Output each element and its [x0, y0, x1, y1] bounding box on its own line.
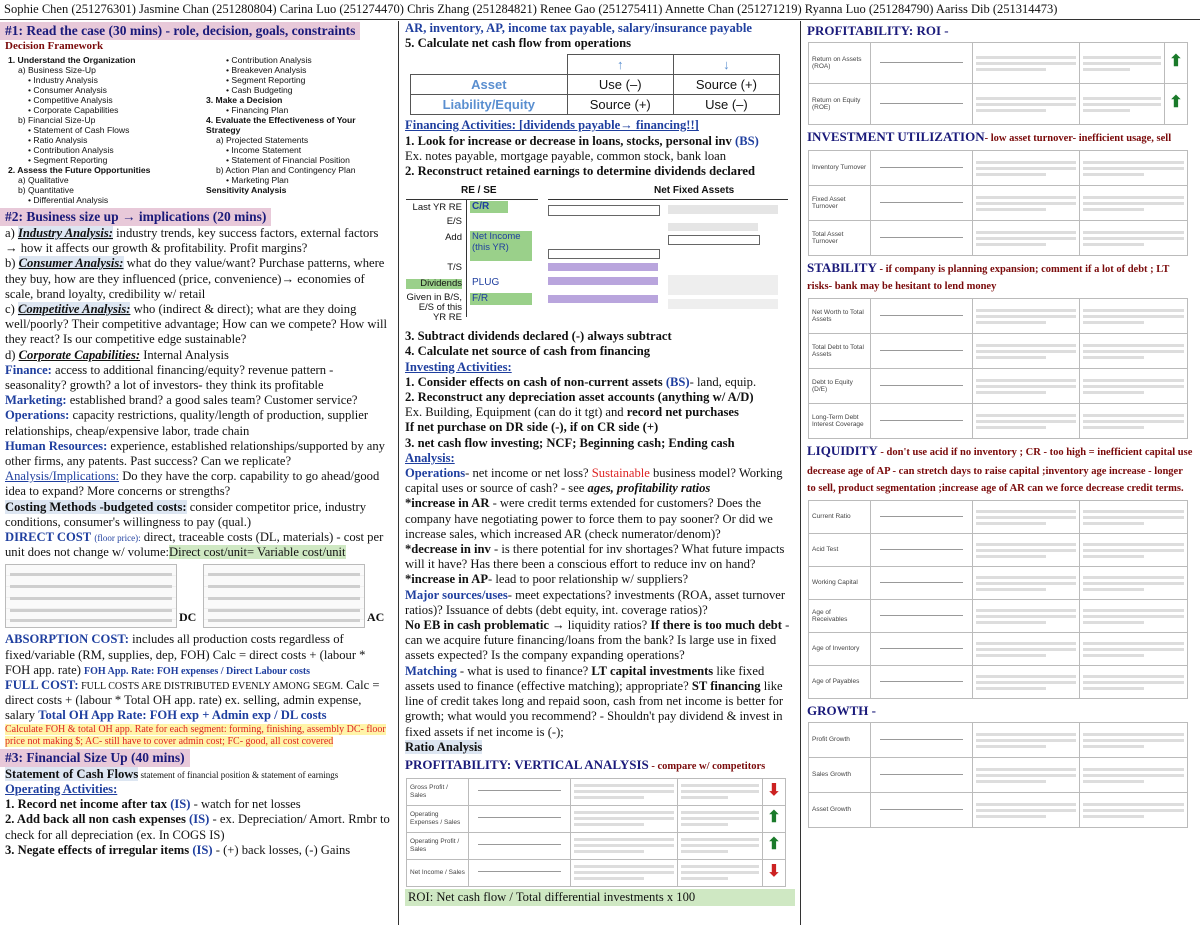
ratio-meaning-image: [973, 151, 1080, 186]
ratio-name: Operating Expenses / Sales: [407, 805, 469, 832]
outline-item: a) Projected Statements: [216, 135, 309, 145]
vertical-analysis-table: [406, 778, 786, 887]
decrease-arrow: ↓: [673, 55, 779, 75]
decision-framework-label: Decision Framework: [5, 40, 104, 52]
outline-item: 3. Make a Decision: [206, 95, 283, 105]
ratio-formula-image: [871, 600, 973, 633]
outline-item: • Breakeven Analysis: [226, 65, 307, 75]
ratio-meaning-image: [973, 758, 1080, 793]
outline-item: • Corporate Capabilities: [28, 105, 119, 115]
ratio-row: [809, 334, 1188, 369]
outline-item: • Marketing Plan: [226, 175, 289, 185]
ratio-formula-image: [871, 151, 973, 186]
outline-item: • Consumer Analysis: [28, 85, 107, 95]
ratio-formula-image: [871, 723, 973, 758]
stability-title: STABILITY - if company is planning expansion; comment if a lot of debt ; LT risks- bank may be hesitant to lend money: [807, 260, 1170, 292]
ratio-interpretation-image: [1080, 758, 1188, 793]
ratio-meaning-image: [973, 186, 1080, 221]
ratio-name: Net Worth to Total Assets: [809, 299, 871, 334]
liability-label: Liability/Equity: [411, 95, 568, 115]
ratio-row: [809, 43, 1188, 84]
ratio-meaning-image: [973, 404, 1080, 439]
section-3-title: #3: Financial Size Up (40 mins): [0, 749, 190, 767]
full-cost: FULL COST: FULL COSTS ARE DISTRIBUTED EVENLY AMONG SEGM. Calc = direct costs + (labour * Total OH app. rate) ex. selling, admin expense, salary Total OH App Rate: FOH exp + Admin exp / DL costs: [5, 678, 380, 723]
ratio-name: Profit Growth: [809, 723, 871, 758]
operations: Operations: capacity restrictions, quality/length of production, supplier relationships, cheap/expensive labor, trade chain: [5, 408, 369, 438]
ratio-row: [809, 369, 1188, 404]
ratio-formula-image: [871, 666, 973, 699]
re-row-label: Last YR RE: [412, 202, 462, 214]
ratio-interpretation-image: [1080, 221, 1188, 256]
column-2: [400, 21, 801, 925]
outline-item: • Segment Reporting: [226, 75, 306, 85]
ratio-meaning-image: [571, 832, 678, 859]
ratio-meaning-image: [973, 534, 1080, 567]
outline-item: b) Action Plan and Contingency Plan: [216, 165, 356, 175]
ratio-meaning-image: [973, 84, 1080, 125]
fin-step-1: 1. Look for increase or decrease in loans, stocks, personal inv (BS): [405, 133, 759, 148]
re-row-label: E/S: [446, 216, 462, 228]
liquidity-title: LIQUIDITY - don't use acid if no inventory ; CR - too high = inefficient capital use: [807, 443, 1193, 458]
decision-framework-outline: [0, 53, 398, 207]
asset-increase: Use (–): [567, 75, 673, 95]
ratio-name: Age of Payables: [809, 666, 871, 699]
outline-item: Sensitivity Analysis: [206, 185, 287, 195]
ratio-formula-image: [871, 186, 973, 221]
ratio-name: Working Capital: [809, 567, 871, 600]
ratio-meaning-image: [571, 805, 678, 832]
ratio-interpretation-image: [1080, 501, 1188, 534]
ratio-formula-image: [871, 299, 973, 334]
marketing: Marketing: established brand? a good sales team? Customer service?: [5, 393, 358, 408]
ratio-meaning-image: [973, 501, 1080, 534]
outline-item: • Differential Analysis: [28, 195, 109, 205]
ratio-row: [809, 186, 1188, 221]
outline-item: b) Quantitative: [18, 185, 74, 195]
ratio-meaning-image: [571, 859, 678, 886]
ratio-name: Debt to Equity (D/E): [809, 369, 871, 404]
increase-arrow: ↑: [567, 55, 673, 75]
fin-step-2: 2. Reconstruct retained earnings to determine dividends declared: [405, 164, 756, 179]
absorption-cost: ABSORPTION COST: includes all production costs regardless of fixed/variable (RM, supplies, dep, FOH) Calc = direct costs + (labour * FOH app. rate) FOH App. Rate: FOH expenses / Direct Labour costs: [5, 632, 366, 677]
ratio-formula-image: [871, 404, 973, 439]
liquidity-table: [808, 500, 1188, 699]
ratio-row: [407, 805, 786, 832]
ratio-meaning-image: [973, 334, 1080, 369]
ratio-formula-image: [871, 334, 973, 369]
ratio-interpretation-image: [678, 805, 763, 832]
ratio-interpretation-image: [1080, 151, 1188, 186]
re-row-label: Given in B/S, E/S of this YR RE: [406, 292, 462, 324]
roi-table: [808, 42, 1188, 125]
ratio-interpretation-image: [1080, 534, 1188, 567]
investment-utilization-table: [808, 150, 1188, 256]
ratio-row: [809, 793, 1188, 828]
ratio-interpretation-image: [1080, 404, 1188, 439]
ratio-name: Acid Test: [809, 534, 871, 567]
cost-tables: [5, 562, 393, 630]
ratio-row: [809, 151, 1188, 186]
ratio-meaning-image: [973, 43, 1080, 84]
investing-activities-label: Investing Activities:: [405, 359, 512, 374]
ratio-interpretation-image: [1080, 793, 1188, 828]
vertical-analysis-title: PROFITABILITY: VERTICAL ANALYSIS - compare w/ competitors: [405, 756, 766, 772]
re-se-header: RE / SE: [461, 185, 497, 197]
arrow-up-icon: ⬆: [767, 808, 781, 826]
outline-item: a) Qualitative: [18, 175, 69, 185]
roi-title: PROFITABILITY: ROI -: [807, 23, 949, 38]
re-cr-cell: C/R: [470, 201, 508, 213]
direct-cost-table-image: [5, 564, 177, 628]
liability-increase: Source (+): [567, 95, 673, 115]
finance: Finance: access to additional financing/equity? revenue pattern -seasonality? growth? a lot of investors- they think its profitable: [5, 362, 334, 393]
ratio-formula-image: [871, 501, 973, 534]
outline-item: • Contribution Analysis: [226, 55, 312, 65]
ratio-formula-image: [469, 832, 571, 859]
inv-step-1: 1. Consider effects on cash of non-current assets (BS)- land, equip.: [405, 374, 757, 389]
costing-methods: Costing Methods -budgeted costs: consider competitor price, industry conditions, consumer's willingness to pay (qual.): [5, 499, 366, 529]
analysis-no-eb: No EB in cash problematic → liquidity ratios? If there is too much debt - can we acquire future financing/loans from the bank? Is large use in fixed assets expected? Is the company expanding operations?: [405, 618, 790, 663]
section-1-title: #1: Read the case (30 mins) - role, decision, goals, constraints: [0, 22, 360, 40]
ratio-formula-image: [469, 805, 571, 832]
ratio-name: Current Ratio: [809, 501, 871, 534]
re-fr-cell: F/R: [470, 293, 532, 305]
ratio-row: [809, 404, 1188, 439]
analysis-major-sources: Major sources/uses- meet expectations? investments (ROA, asset turnover ratios)? Issuance of debts (debt equity, int. coverage ratios)?: [405, 587, 786, 617]
column-3: [802, 21, 1198, 925]
re-net-income-cell: Net Income (this YR): [470, 231, 532, 261]
ratio-name: Age of Receivables: [809, 600, 871, 633]
ratio-row: [809, 299, 1188, 334]
dc-label: DC: [179, 610, 197, 625]
competitive-analysis: c) Competitive Analysis: who (indirect & direct); what are they doing well/poorly? Their competitive advantage; How can we compete? How will they react? Is our competitive edge sustainable?: [5, 302, 388, 347]
growth-title: GROWTH -: [807, 703, 876, 718]
ratio-formula-image: [469, 778, 571, 805]
full-cost-note: Calculate FOH & total OH app. Rate for each segment: forming, finishing, assembly DC- floor price not making $; AC- still have to cover admin cost; FC- good, all cost covered: [5, 723, 386, 747]
net-fixed-assets-image: [548, 203, 788, 313]
analysis-matching: Matching - what is used to finance? LT capital investments like fixed assets used to finance (effective matching); appropriate? ST financing like line of credit takes long and repaid soon, cash from net income is better for growth; what would you recommend? - Shouldn't pay dividend & invest in fixed assets if net income is (-);: [405, 663, 784, 739]
ratio-row: [809, 567, 1188, 600]
ratio-row: [809, 534, 1188, 567]
ratio-formula-image: [871, 534, 973, 567]
column-1: [0, 21, 399, 925]
re-row-label: Dividends: [406, 279, 462, 289]
outline-item: • Cash Budgeting: [226, 85, 293, 95]
op-step-5: 5. Calculate net cash flow from operations: [405, 36, 632, 51]
ratio-interpretation-image: [1080, 600, 1188, 633]
ac-label: AC: [367, 610, 385, 625]
ratio-interpretation-image: [1080, 369, 1188, 404]
ratio-name: Long-Term Debt Interest Coverage: [809, 404, 871, 439]
roi-formula: ROI: Net cash flow / Total differential investments x 100: [405, 889, 795, 906]
inv-step-2: 2. Reconstruct any depreciation asset accounts (anything w/ A/D): [405, 390, 754, 405]
ratio-interpretation-image: [1080, 723, 1188, 758]
authors-header: Sophie Chen (251276301) Jasmine Chan (251280804) Carina Luo (251274470) Chris Zhang (251284821) Renee Gao (251275411) Annette Chan (251271219) Ryanna Luo (251284790) Aariss Dib (251314473): [0, 0, 1200, 20]
ratio-meaning-image: [973, 633, 1080, 666]
ratio-formula-image: [871, 633, 973, 666]
outline-item: • Statement of Cash Flows: [28, 125, 130, 135]
direct-cost: DIRECT COST (floor price): direct, traceable costs (DL, materials) - cost per unit does not change w/ volume:Direct cost/unit= Variable cost/unit: [5, 530, 384, 560]
ratio-analysis-label: Ratio Analysis: [405, 739, 483, 754]
outline-item: • Contribution Analysis: [28, 145, 114, 155]
ratio-interpretation-image: [678, 832, 763, 859]
re-row-label: Add: [445, 232, 462, 244]
financing-activities-label: Financing Activities: [dividends payable→ financing!!]: [405, 118, 699, 133]
ratio-meaning-image: [571, 778, 678, 805]
op-step-3: 3. Negate effects of irregular items (IS) - (+) back losses, (-) Gains: [5, 842, 351, 857]
ratio-formula-image: [871, 43, 973, 84]
ratio-name: Sales Growth: [809, 758, 871, 793]
ratio-formula-image: [871, 758, 973, 793]
ratio-row: [809, 501, 1188, 534]
consumer-analysis: b) Consumer Analysis: what do they value/want? Purchase patterns, where they buy, how are they influenced (price, convenience)→ economies of scale, brand loyalty, credibility w/ retail: [5, 256, 385, 301]
ratio-name: Return on Equity (ROE): [809, 84, 871, 125]
operating-activities-label: Operating Activities:: [5, 781, 118, 796]
outline-item: 4. Evaluate the Effectiveness of Your Strategy: [206, 115, 356, 135]
ratio-name: Total Asset Turnover: [809, 221, 871, 256]
ratio-name: Return on Assets (ROA): [809, 43, 871, 84]
ratio-name: Fixed Asset Turnover: [809, 186, 871, 221]
ratio-row: [809, 758, 1188, 793]
ratio-name: Total Debt to Total Assets: [809, 334, 871, 369]
ratio-row: [809, 600, 1188, 633]
asset-label: Asset: [411, 75, 568, 95]
ratio-meaning-image: [973, 299, 1080, 334]
outline-item: • Financing Plan: [226, 105, 289, 115]
fin-step-4: 4. Calculate net source of cash from financing: [405, 344, 651, 359]
outline-item: • Segment Reporting: [28, 155, 108, 165]
ratio-meaning-image: [973, 666, 1080, 699]
liquidity-notes: decrease age of AP - can stretch days to raise capital ;inventory age increase - longer to sell, product segmentation ;increase age of AR can we force decrease credit terms.: [807, 466, 1184, 494]
ratio-meaning-image: [973, 793, 1080, 828]
outline-item: • Statement of Financial Position: [226, 155, 350, 165]
human-resources: Human Resources: experience, established relationships/supported by any other firms, any patents. Past success? Can we replicate?: [5, 438, 385, 469]
ratio-row: [407, 778, 786, 805]
ratio-row: [809, 633, 1188, 666]
ratio-formula-image: [871, 84, 973, 125]
ratio-meaning-image: [973, 600, 1080, 633]
asset-decrease: Source (+): [673, 75, 779, 95]
ratio-formula-image: [871, 221, 973, 256]
ratio-interpretation-image: [678, 778, 763, 805]
net-fixed-assets-header: Net Fixed Assets: [654, 185, 735, 197]
outline-item: • Ratio Analysis: [28, 135, 88, 145]
outline-item: 2. Assess the Future Opportunities: [8, 165, 151, 175]
ratio-formula-image: [871, 793, 973, 828]
outline-item: • Competitive Analysis: [28, 95, 113, 105]
ratio-row: [809, 723, 1188, 758]
ratio-row: [809, 221, 1188, 256]
outline-item: • Income Statement: [226, 145, 302, 155]
absorption-cost-table-image: [203, 564, 365, 628]
corporate-capabilities: d) Corporate Capabilities: Internal Analysis: [5, 347, 229, 362]
ratio-meaning-image: [973, 369, 1080, 404]
statement-cash-flows: Statement of Cash Flows statement of financial position & statement of earnings: [5, 766, 339, 781]
liability-decrease: Use (–): [673, 95, 779, 115]
ratio-row: [407, 859, 786, 886]
ratio-meaning-image: [973, 567, 1080, 600]
op-step-2: 2. Add back all non cash expenses (IS) - ex. Depreciation/ Amort. Rmbr to check for all depreciation (ex. In COGS IS): [5, 812, 390, 842]
arrow-up-icon: ⬆: [1169, 93, 1183, 111]
retained-earnings-diagram: [406, 183, 794, 325]
outline-item: a) Business Size-Up: [18, 65, 96, 75]
ratio-row: [407, 832, 786, 859]
arrow-up-icon: ⬆: [767, 835, 781, 853]
op-step-1: 1. Record net income after tax (IS) - watch for net losses: [5, 797, 301, 812]
implications: Analysis/Implications: Do they have the corp. capability to go ahead/good idea to expand? More concerns or strengths?: [5, 469, 380, 499]
ratio-name: Operating Profit / Sales: [407, 832, 469, 859]
ratio-interpretation-image: [1080, 186, 1188, 221]
ratio-interpretation-image: [1080, 666, 1188, 699]
fin-example: Ex. notes payable, mortgage payable, common stock, bank loan: [405, 148, 727, 163]
analysis-ar: *increase in AR - were credit terms extended for customers? Does the company have negotiating power to force them to pay sooner? Or did we increase sales, which increased AR (check numerator/denom)?: [405, 496, 773, 541]
ratio-row: [809, 84, 1188, 125]
industry-analysis: a) Industry Analysis: industry trends, key success factors, external factors → how it affects our growth & profitability. Profit margins?: [5, 226, 379, 256]
investment-utilization-title: INVESTMENT UTILIZATION- low asset turnover- inefficient usage, sell: [807, 129, 1172, 144]
ratio-name: Gross Profit / Sales: [407, 778, 469, 805]
ratio-interpretation-image: [1080, 84, 1165, 125]
analysis-inventory: *decrease in inv - is there potential for inv shortages? What future impacts will it have? Has there been a conscious effort to reduce inv on hand? *increase in AP- lead to poor relationship w/ suppliers?: [405, 542, 785, 587]
re-row-label: T/S: [447, 262, 462, 274]
ratio-interpretation-image: [1080, 633, 1188, 666]
arrow-down-icon: ⬇: [767, 862, 781, 880]
ratio-interpretation-image: [1080, 43, 1165, 84]
ratio-interpretation-image: [1080, 334, 1188, 369]
arrow-up-icon: ⬆: [1169, 52, 1183, 70]
ratio-interpretation-image: [678, 859, 763, 886]
inv-step-3: 3. net cash flow investing; NCF; Beginning cash; Ending cash: [405, 435, 735, 450]
arrow-down-icon: ⬇: [767, 781, 781, 799]
section-2-title: #2: Business size up → implications (20 mins): [0, 208, 271, 226]
ratio-name: Inventory Turnover: [809, 151, 871, 186]
ratio-formula-image: [871, 567, 973, 600]
outline-item: b) Financial Size-Up: [18, 115, 96, 125]
analysis-label: Analysis:: [405, 450, 455, 465]
ratio-meaning-image: [973, 723, 1080, 758]
inv-step-dr-cr: If net purchase on DR side (-), if on CR side (+): [405, 420, 659, 435]
ratio-name: Age of Inventory: [809, 633, 871, 666]
ratio-name: Net Income / Sales: [407, 859, 469, 886]
stability-table: [808, 298, 1188, 439]
growth-table: [808, 722, 1188, 828]
ratio-formula-image: [871, 369, 973, 404]
inv-example: Ex. Building, Equipment (can do it tgt) and record net purchases: [405, 405, 739, 420]
source-use-table: [410, 54, 780, 115]
operating-items: AR, inventory, AP, income tax payable, salary/insurance payable: [405, 21, 752, 35]
ratio-meaning-image: [973, 221, 1080, 256]
outline-item: • Industry Analysis: [28, 75, 98, 85]
re-plug-cell: PLUG: [472, 277, 500, 289]
ratio-formula-image: [469, 859, 571, 886]
ratio-row: [809, 666, 1188, 699]
ratio-interpretation-image: [1080, 299, 1188, 334]
ratio-interpretation-image: [1080, 567, 1188, 600]
outline-item: 1. Understand the Organization: [8, 55, 136, 65]
ratio-name: Asset Growth: [809, 793, 871, 828]
analysis-operations: Operations- net income or net loss? Sustainable business model? Working capital uses or source of cash? - see ages, profitability ratios: [405, 466, 783, 496]
fin-step-3: 3. Subtract dividends declared (-) always subtract: [405, 329, 672, 344]
